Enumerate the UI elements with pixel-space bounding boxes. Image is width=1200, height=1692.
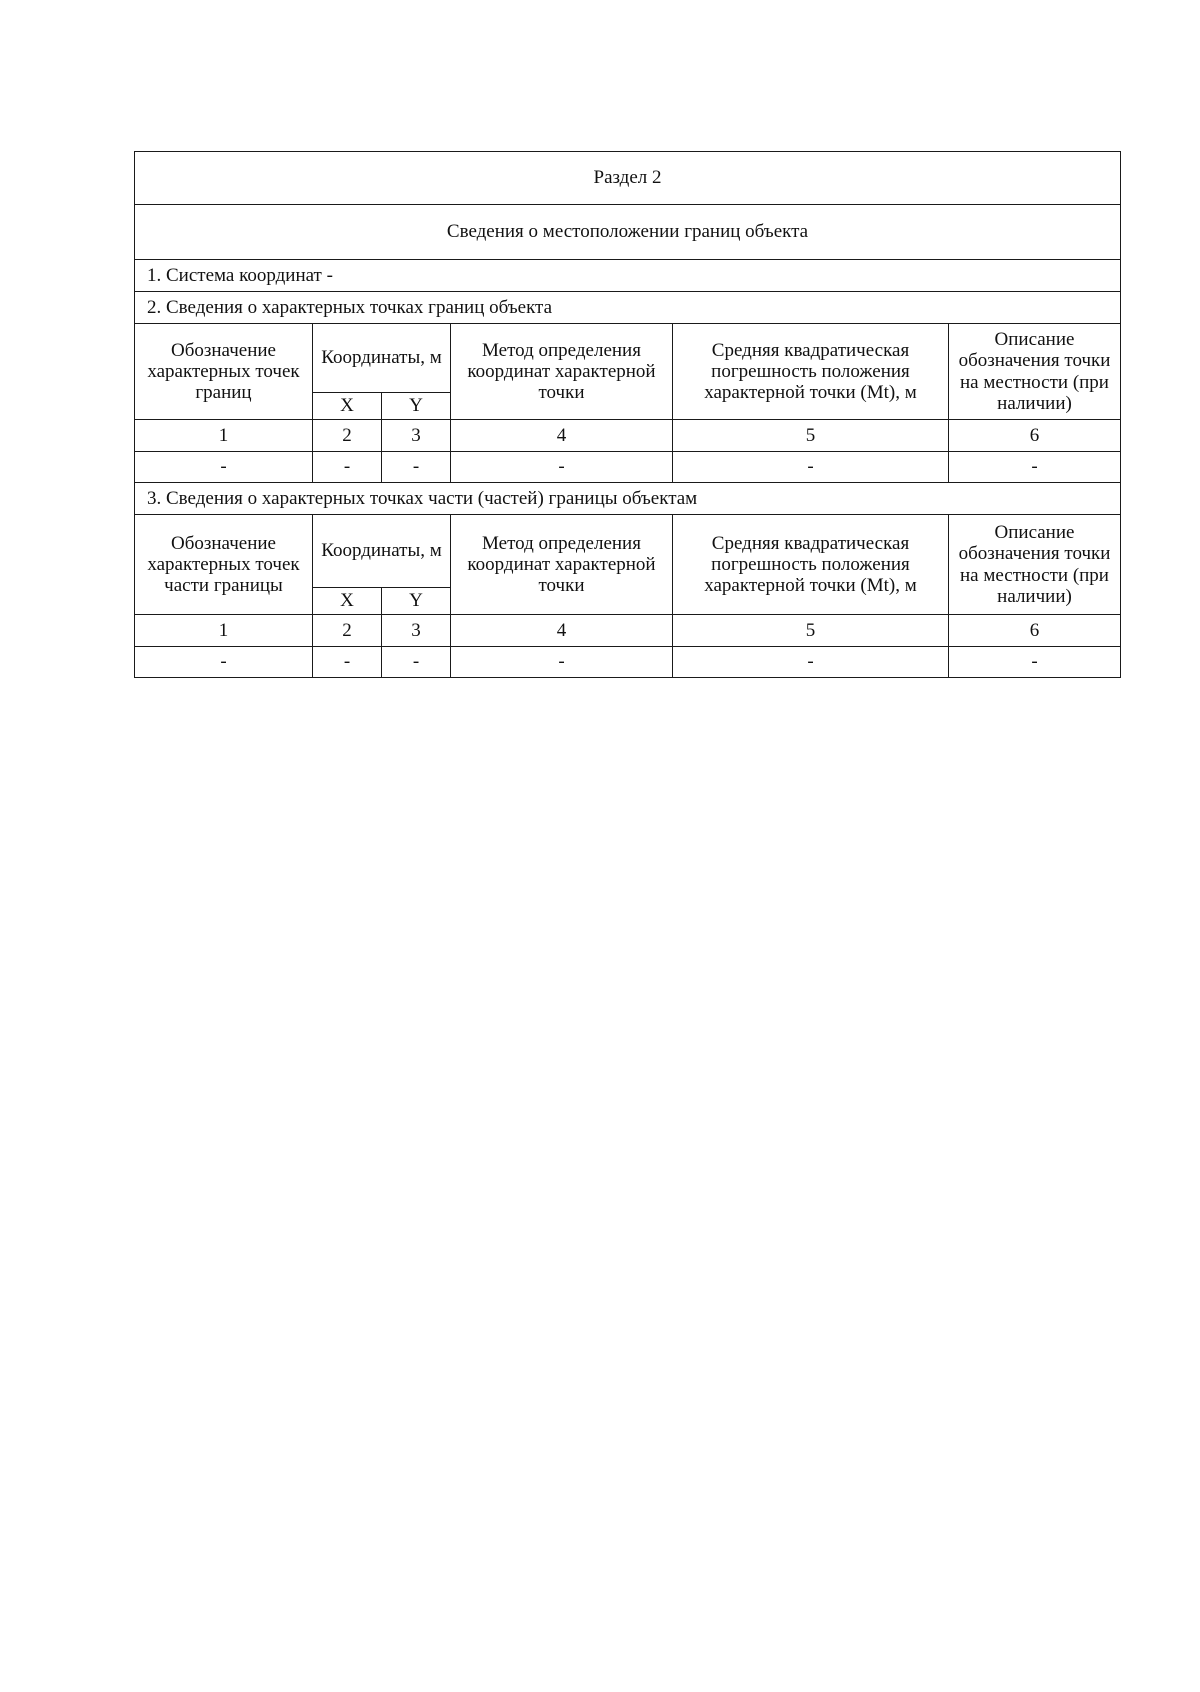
table1-number: 6 [949,420,1121,452]
table2-col-description: Описание обозначения точки на местности (при наличии) [949,515,1121,615]
table2-caption: 3. Сведения о характерных точках части (частей) границы объектам [135,483,1121,515]
table1-cell: - [382,452,451,483]
table1-cell: - [949,452,1121,483]
table2-cell: - [313,647,382,678]
table2-number: 3 [382,615,451,647]
table1-number: 4 [451,420,673,452]
table2-number: 4 [451,615,673,647]
table2-cell: - [451,647,673,678]
table1-col-y: Y [382,393,451,420]
table1-number-row [135,420,1121,452]
table2-col-method: Метод определения координат характерной точки [451,515,673,615]
table1-caption: 2. Сведения о характерных точках границ объекта [135,292,1121,324]
table1-cell: - [673,452,949,483]
table1-col-description: Описание обозначения точки на местности (при наличии) [949,324,1121,420]
table2-col-error: Средняя квадратическая погрешность положения характерной точки (Mt), м [673,515,949,615]
table1-number: 5 [673,420,949,452]
table2-col-x: X [313,588,382,615]
table2-cell: - [949,647,1121,678]
coordinate-system: 1. Система координат - [135,260,1121,292]
table2-cell: - [135,647,313,678]
table1-number: 2 [313,420,382,452]
table1-col-coords: Координаты, м [313,324,451,393]
table2-number-row [135,615,1121,647]
table2-number: 5 [673,615,949,647]
table1-cell: - [451,452,673,483]
table2-number: 6 [949,615,1121,647]
table1-col-x: X [313,393,382,420]
table2-col-coords: Координаты, м [313,515,451,588]
table1-cell: - [313,452,382,483]
table1-col-error: Средняя квадратическая погрешность положения характерной точки (Mt), м [673,324,949,420]
table1-data-row [135,452,1121,483]
section-title: Раздел 2 [135,152,1121,205]
table2-number: 1 [135,615,313,647]
table2-cell: - [382,647,451,678]
table2-number: 2 [313,615,382,647]
table2-cell: - [673,647,949,678]
table1-number: 1 [135,420,313,452]
table2-col-designation: Обозначение характерных точек части границы [135,515,313,615]
table1-number: 3 [382,420,451,452]
table1-col-method: Метод определения координат характерной точки [451,324,673,420]
document-title: Сведения о местоположении границ объекта [135,205,1121,260]
table1-cell: - [135,452,313,483]
table1-col-designation: Обозначение характерных точек границ [135,324,313,420]
table2-data-row [135,647,1121,678]
table2-col-y: Y [382,588,451,615]
boundary-table [134,151,1121,678]
